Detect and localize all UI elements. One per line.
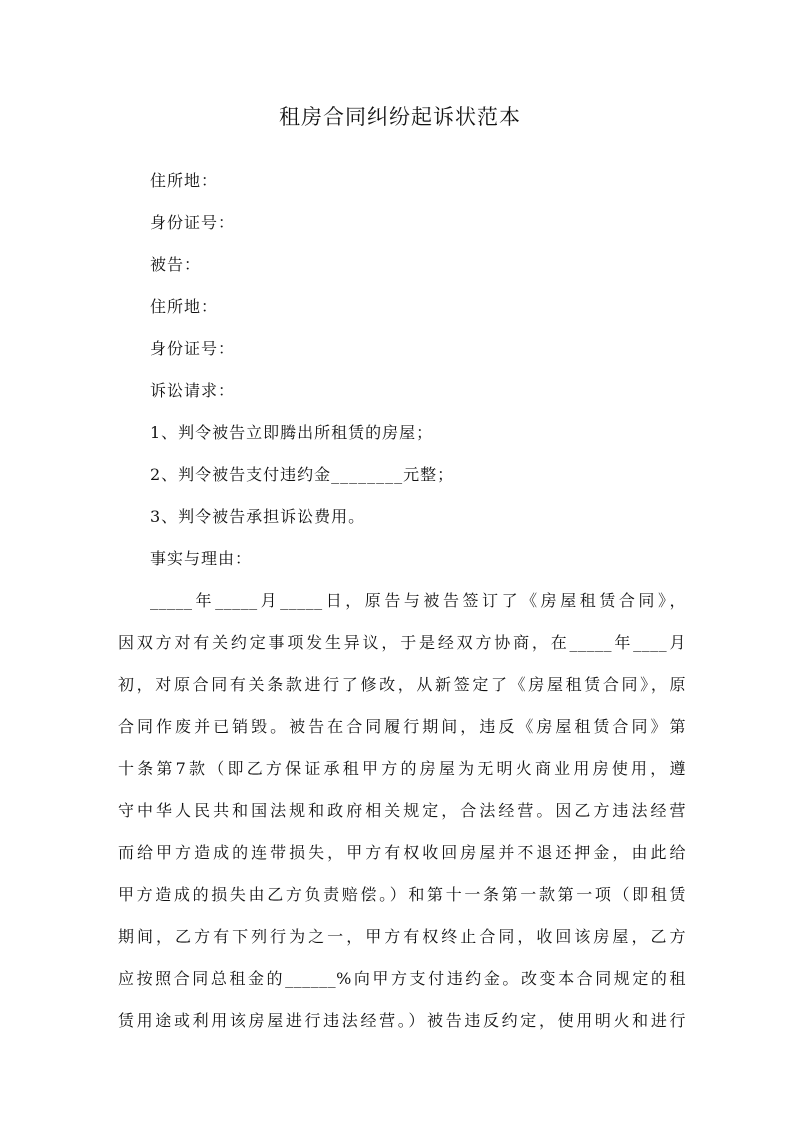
field-defendant: 被告： [150,255,202,274]
claims-heading: 诉讼请求： [150,381,236,400]
field-id-number-2: 身份证号： [150,339,236,358]
document-title: 租房合同纠纷起诉状范本 [279,105,521,129]
field-address-1: 住所地： [150,171,219,190]
facts-line: 甲方造成的损失由乙方负责赔偿。）和第十一条第一款第一项（即租赁 [118,885,686,904]
facts-line: _____年_____月_____日，原告与被告签订了《房屋租赁合同》， [150,591,686,610]
facts-line: 因双方对有关约定事项发生异议，于是经双方协商，在_____年____月 [118,633,686,652]
facts-line: 初，对原合同有关条款进行了修改，从新签定了《房屋租赁合同》，原 [118,675,686,694]
facts-heading: 事实与理由： [150,549,253,568]
facts-line: 合同作废并已销毁。被告在合同履行期间，违反《房屋租赁合同》第 [118,717,686,736]
field-address-2: 住所地： [150,297,219,316]
field-id-number-1: 身份证号： [150,213,236,232]
claim-item-3: 3、判令被告承担诉讼费用。 [150,507,366,526]
claim-item-1: 1、判令被告立即腾出所租赁的房屋； [150,423,434,442]
claim-item-2: 2、判令被告支付违约金________元整； [150,465,455,484]
facts-line: 而给甲方造成的连带损失，甲方有权收回房屋并不退还押金，由此给 [118,843,686,862]
facts-line: 守中华人民共和国法规和政府相关规定，合法经营。因乙方违法经营 [118,801,686,820]
facts-line: 十条第7款（即乙方保证承租甲方的房屋为无明火商业用房使用，遵 [118,759,686,778]
facts-line: 期间，乙方有下列行为之一，甲方有权终止合同，收回该房屋，乙方 [118,927,686,946]
facts-line: 赁用途或利用该房屋进行违法经营。）被告违反约定，使用明火和进行 [118,1011,686,1030]
facts-line: 应按照合同总租金的______%向甲方支付违约金。改变本合同规定的租 [118,969,686,988]
